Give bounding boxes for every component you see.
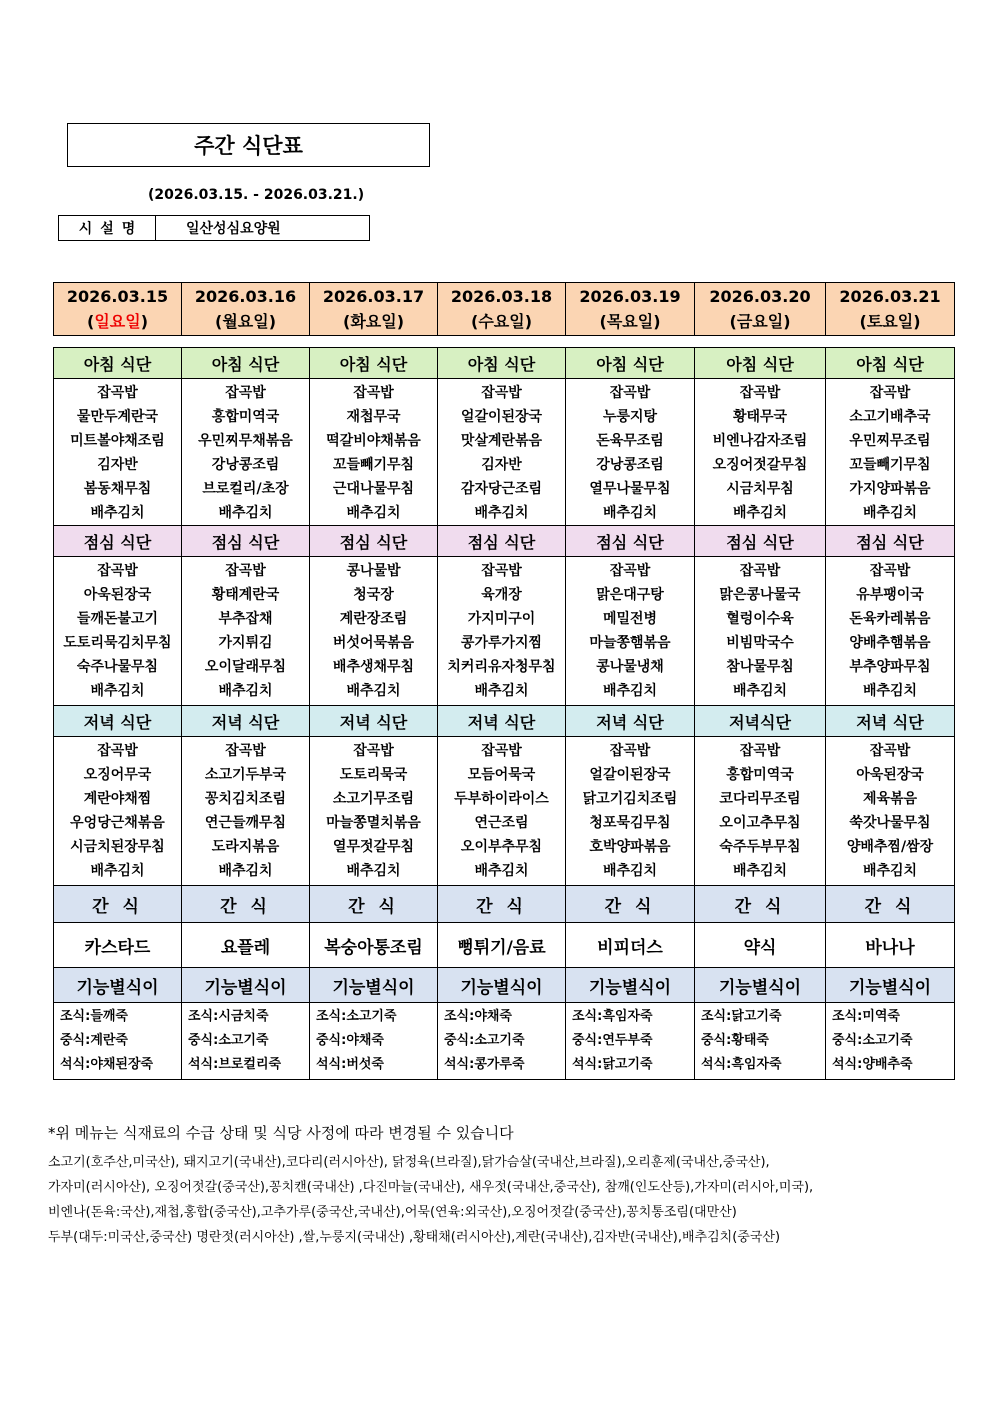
snack-cell: 요플레 [182,923,310,968]
menu-item: 숙주두부무침 [719,839,801,855]
menu-item: 가지튀김 [218,635,273,651]
menu-item: 잡곡밥 [97,743,138,759]
func-diet-item: 중식:야채죽 [316,1033,384,1048]
date-text: 2026.03.15 [66,287,169,306]
notice-text: *위 메뉴는 식재료의 수급 상태 및 식당 사정에 따라 변경될 수 있습니다 [48,1124,514,1142]
func-header-row [54,968,955,1003]
menu-item: 오징어무국 [83,767,152,783]
date-header-table [53,282,955,336]
menu-item: 콩나물밥 [346,563,401,579]
menu-item: 시금치된장무침 [70,839,165,855]
lunch-menu-row [54,557,955,706]
breakfast-header: 아침 식단 [826,348,955,379]
menu-item: 마늘쫑멸치볶음 [326,815,421,831]
breakfast-menu-row [54,379,955,526]
func-diet-item: 석식:콩가루죽 [444,1057,525,1072]
menu-item: 우민찌무조림 [849,433,931,449]
weekday-text: (수요일) [471,312,532,331]
page-title: 주간 식단표 [67,123,430,167]
lunch-menu-cell [438,557,566,706]
menu-item: 들깨돈불고기 [76,611,159,627]
func-diet-cell [310,1003,438,1080]
menu-item: 황태무국 [732,409,788,425]
snack-header: 간 식 [826,886,955,923]
dinner-menu-cell [695,737,826,886]
menu-item: 버섯어묵볶음 [332,635,415,651]
menu-item: 코다리무조림 [719,791,801,807]
menu-item: 미트볼야채조림 [70,433,165,449]
weekday-text: (일요일) [87,312,148,331]
menu-item: 참나물무침 [726,659,794,675]
date-text: 2026.03.17 [322,287,425,306]
func-diet-item: 중식:계란죽 [60,1033,128,1048]
menu-item: 잡곡밥 [97,385,138,401]
dinner-header: 저녁 식단 [310,706,438,737]
menu-item: 강낭콩조림 [596,457,664,473]
date-text: 2026.03.20 [709,287,811,306]
breakfast-menu-cell [695,379,826,526]
menu-item: 계란야채찜 [83,791,152,807]
menu-item: 소고기두부국 [204,767,287,783]
menu-item: 배추김치 [862,863,918,879]
menu-item: 오이달래무침 [204,659,287,675]
snack-header: 간 식 [182,886,310,923]
menu-item: 잡곡밥 [481,563,522,579]
breakfast-header: 아침 식단 [438,348,566,379]
menu-item: 부추양파무침 [849,659,931,675]
date-row [54,283,955,336]
lunch-menu-cell [695,557,826,706]
menu-item: 두부하이라이스 [454,791,549,807]
menu-item: 비빔막국수 [726,635,794,651]
menu-item: 연근들깨무침 [204,815,287,831]
menu-table [53,347,955,1080]
menu-item: 배추김치 [862,683,918,699]
menu-item: 혈렁이수육 [726,611,794,627]
facility-box [58,215,370,241]
menu-item: 부추잡채 [218,611,273,627]
breakfast-menu-cell [54,379,182,526]
snack-cell: 복숭아통조림 [310,923,438,968]
func-diet-item: 중식:소고기죽 [188,1033,269,1048]
menu-item: 잡곡밥 [869,385,911,401]
menu-item: 양배추찜/쌈장 [846,839,934,855]
menu-item: 홍합미역국 [211,409,280,425]
menu-item: 소고기배추국 [849,409,931,425]
menu-item: 배추김치 [90,863,145,879]
menu-item: 브로컬리/초장 [202,481,289,497]
menu-item: 가지미구이 [467,611,536,627]
date-text: 2026.03.21 [839,287,941,306]
weekday-label: 월요일 [222,312,269,331]
dinner-menu-cell [566,737,695,886]
menu-item: 누룽지탕 [602,409,658,425]
func-header: 기능별식이 [826,968,955,1003]
menu-item: 열무나물무침 [589,481,671,497]
menu-item: 돈육무조림 [596,433,664,449]
menu-item: 얼갈이된장국 [589,767,671,783]
menu-item: 제육볶음 [862,791,918,807]
menu-item: 맑은콩나물국 [719,587,801,603]
dinner-header: 저녁식단 [695,706,826,737]
menu-item: 배추김치 [474,505,529,521]
facility-label: 시설명 [59,216,156,240]
breakfast-menu-cell [566,379,695,526]
dinner-header: 저녁 식단 [826,706,955,737]
menu-item: 감자당근조림 [460,481,543,497]
func-header: 기능별식이 [54,968,182,1003]
breakfast-menu-cell [826,379,955,526]
breakfast-header: 아침 식단 [54,348,182,379]
menu-item: 김자반 [97,457,138,473]
origin-text: 비엔나(돈육:국산),재첩,홍합(중국산),고추가루(중국산,국내산),어묵(연육:외국산),오징어젓갈(중국산),꽁치통조림(대만산) [48,1205,737,1220]
dinner-header: 저녁 식단 [182,706,310,737]
menu-item: 도토리묵국 [339,767,408,783]
menu-item: 황태계란국 [211,587,280,603]
menu-item: 잡곡밥 [353,385,394,401]
lunch-header-row [54,526,955,557]
func-diet-item: 중식:소고기죽 [832,1033,913,1048]
menu-item: 배추김치 [346,505,401,521]
menu-item: 배추김치 [474,683,529,699]
lunch-menu-cell [54,557,182,706]
menu-item: 홍합미역국 [726,767,794,783]
menu-item: 잡곡밥 [225,563,266,579]
menu-item: 배추김치 [602,863,658,879]
menu-item: 배추김치 [346,683,401,699]
func-diet-item: 석식:브로컬리죽 [188,1057,282,1072]
menu-item: 치커리유자청무침 [447,659,556,675]
snack-cell: 바나나 [826,923,955,968]
menu-item: 꼬들빼기무침 [332,457,415,473]
lunch-menu-cell [310,557,438,706]
menu-item: 유부팽이국 [856,587,924,603]
dinner-header: 저녁 식단 [566,706,695,737]
menu-item: 맑은대구탕 [596,587,664,603]
origin-text: 두부(대두:미국산,중국산) 명란젓(러시아산) ,쌀,누룽지(국내산) ,황태채(러시아산),계란(국내산),김자반(국내산),배추김치(중국산) [48,1230,781,1245]
menu-item: 아욱된장국 [856,767,924,783]
menu-item: 콩가루가지찜 [460,635,543,651]
menu-item: 배추김치 [602,505,658,521]
weekday-text: (월요일) [215,312,276,331]
snack-header: 간 식 [438,886,566,923]
menu-item: 청국장 [353,587,394,603]
menu-item: 맛살계란볶음 [460,433,543,449]
weekday-text: (금요일) [729,312,791,331]
menu-item: 우엉당근채볶음 [70,815,165,831]
snack-header: 간 식 [310,886,438,923]
date-cell [438,283,566,336]
breakfast-menu-cell [310,379,438,526]
breakfast-header: 아침 식단 [566,348,695,379]
func-diet-item: 중식:연두부죽 [572,1033,653,1048]
func-diet-cell [438,1003,566,1080]
lunch-header: 점심 식단 [566,526,695,557]
lunch-menu-cell [566,557,695,706]
func-diet-item: 석식:흑임자죽 [701,1057,782,1072]
snack-row [54,923,955,968]
func-diet-cell [695,1003,826,1080]
menu-item: 양배추햄볶음 [849,635,931,651]
menu-item: 비엔나감자조림 [712,433,808,449]
date-cell [310,283,438,336]
func-diet-item: 석식:버섯죽 [316,1057,384,1072]
func-header: 기능별식이 [182,968,310,1003]
menu-item: 떡갈비야채볶음 [326,433,421,449]
menu-item: 잡곡밥 [739,563,781,579]
breakfast-header: 아침 식단 [182,348,310,379]
func-diet-item: 중식:황태죽 [701,1033,769,1048]
menu-item: 아욱된장국 [83,587,152,603]
snack-cell: 뻥튀기/음료 [438,923,566,968]
func-diet-cell [566,1003,695,1080]
date-cell [182,283,310,336]
breakfast-menu-cell [182,379,310,526]
menu-item: 잡곡밥 [739,743,781,759]
menu-item: 오이고추무침 [719,815,801,831]
breakfast-header: 아침 식단 [695,348,826,379]
date-text: 2026.03.19 [579,287,681,306]
lunch-header: 점심 식단 [695,526,826,557]
func-diet-item: 조식:미역죽 [832,1009,900,1024]
menu-item: 잡곡밥 [869,743,911,759]
func-diet-item: 조식:야채죽 [444,1009,512,1024]
menu-item: 소고기무조림 [332,791,415,807]
func-diet-item: 조식:시금치죽 [188,1009,269,1024]
date-cell [826,283,955,336]
menu-item: 꽁치김치조림 [204,791,287,807]
dinner-menu-cell [438,737,566,886]
snack-header: 간 식 [566,886,695,923]
menu-item: 봄동채무침 [83,481,152,497]
func-diet-item: 조식:닭고기죽 [701,1009,782,1024]
dinner-header: 저녁 식단 [54,706,182,737]
menu-item: 도라지볶음 [211,839,280,855]
dinner-menu-cell [310,737,438,886]
date-cell [54,283,182,336]
weekday-label: 수요일 [478,312,525,331]
menu-item: 잡곡밥 [97,563,138,579]
weekday-label: 목요일 [606,312,654,331]
menu-item: 잡곡밥 [739,385,781,401]
weekday-text: (목요일) [599,312,661,331]
menu-item: 배추김치 [90,683,145,699]
date-cell [566,283,695,336]
menu-item: 잡곡밥 [609,743,651,759]
weekday-label: 금요일 [736,312,784,331]
menu-item: 청포묵김무침 [589,815,671,831]
menu-item: 숙주나물무침 [76,659,159,675]
menu-item: 우민찌무채볶음 [198,433,293,449]
menu-item: 배추김치 [346,863,401,879]
menu-item: 연근조림 [474,815,529,831]
func-diet-item: 석식:양배추죽 [832,1057,913,1072]
menu-item: 시금치무침 [726,481,794,497]
menu-item: 잡곡밥 [225,385,266,401]
lunch-header: 점심 식단 [310,526,438,557]
func-header: 기능별식이 [695,968,826,1003]
menu-item: 오징어젓갈무침 [712,457,808,473]
func-diet-item: 조식:흑임자죽 [572,1009,653,1024]
origin-text: 가자미(러시아산), 오징어젓갈(중국산),꽁치캔(국내산) ,다진마늘(국내산), 새우젓(국내산,중국산), 참깨(인도산등),가자미(러시아,미국), [48,1180,814,1195]
func-diet-row [54,1003,955,1080]
lunch-header: 점심 식단 [182,526,310,557]
menu-item: 강낭콩조림 [211,457,280,473]
menu-item: 근대나물무침 [332,481,415,497]
func-diet-item: 석식:닭고기죽 [572,1057,653,1072]
snack-cell: 약식 [695,923,826,968]
menu-item: 재첩무국 [346,409,401,425]
menu-item: 쑥갓나물무침 [849,815,931,831]
menu-item: 모듬어묵국 [467,767,536,783]
func-diet-item: 조식:소고기죽 [316,1009,397,1024]
dinner-header-row [54,706,955,737]
menu-item: 배추김치 [218,683,273,699]
menu-item: 꼬들빼기무침 [849,457,931,473]
dinner-header: 저녁 식단 [438,706,566,737]
menu-item: 잡곡밥 [481,385,522,401]
func-diet-cell [826,1003,955,1080]
menu-item: 닭고기김치조림 [582,791,678,807]
func-header: 기능별식이 [310,968,438,1003]
breakfast-header-row [54,348,955,379]
dinner-menu-cell [826,737,955,886]
dinner-menu-row [54,737,955,886]
menu-item: 잡곡밥 [609,563,651,579]
lunch-header: 점심 식단 [54,526,182,557]
func-diet-cell [182,1003,310,1080]
menu-item: 마늘쫑햄볶음 [589,635,671,651]
menu-item: 배추김치 [732,505,788,521]
menu-item: 잡곡밥 [225,743,266,759]
breakfast-menu-cell [438,379,566,526]
menu-item: 열무젓갈무침 [332,839,415,855]
weekday-label: 화요일 [350,312,397,331]
menu-item: 배추김치 [218,505,273,521]
menu-item: 육개장 [481,587,522,603]
origin-text: 소고기(호주산,미국산), 돼지고기(국내산),코다리(러시아산), 닭정육(브라질),닭가슴살(국내산,브라질),오리훈제(국내산,중국산), [48,1155,770,1170]
menu-item: 메밀전병 [602,611,658,627]
menu-item: 배추김치 [474,863,529,879]
menu-item: 얼갈이된장국 [460,409,543,425]
date-text: 2026.03.18 [450,287,553,306]
func-header: 기능별식이 [438,968,566,1003]
snack-cell: 비피더스 [566,923,695,968]
menu-item: 잡곡밥 [481,743,522,759]
weekday-text: (화요일) [343,312,404,331]
menu-item: 잡곡밥 [869,563,911,579]
snack-header-row [54,886,955,923]
dinner-menu-cell [182,737,310,886]
menu-item: 배추김치 [862,505,918,521]
menu-item: 오이부추무침 [460,839,543,855]
facility-name: 일산성심요양원 [186,221,281,237]
menu-item: 배추생채무침 [332,659,415,675]
weekday-text: (토요일) [859,312,921,331]
menu-item: 돈육카레볶음 [849,611,931,627]
lunch-header: 점심 식단 [826,526,955,557]
snack-header: 간 식 [54,886,182,923]
menu-item: 김자반 [481,457,522,473]
menu-item: 배추김치 [602,683,658,699]
func-diet-item: 석식:야채된장죽 [60,1057,154,1072]
func-diet-cell [54,1003,182,1080]
func-diet-item: 중식:소고기죽 [444,1033,525,1048]
menu-item: 호박양파볶음 [589,839,671,855]
breakfast-header: 아침 식단 [310,348,438,379]
menu-item: 배추김치 [732,683,788,699]
date-text: 2026.03.16 [194,287,297,306]
snack-header: 간 식 [695,886,826,923]
menu-item: 도토리묵김치무침 [63,635,172,651]
date-cell [695,283,826,336]
dinner-menu-cell [54,737,182,886]
weekday-label: 일요일 [94,312,141,331]
menu-item: 배추김치 [90,505,145,521]
menu-period: (2026.03.15. - 2026.03.21.) [148,187,365,203]
func-header: 기능별식이 [566,968,695,1003]
lunch-menu-cell [182,557,310,706]
func-diet-item: 조식:들깨죽 [60,1009,128,1024]
menu-item: 잡곡밥 [609,385,651,401]
weekday-label: 토요일 [866,312,914,331]
lunch-menu-cell [826,557,955,706]
snack-cell: 카스타드 [54,923,182,968]
menu-item: 계란장조림 [339,611,408,627]
menu-item: 배추김치 [218,863,273,879]
menu-item: 가지양파볶음 [849,481,931,497]
lunch-header: 점심 식단 [438,526,566,557]
menu-item: 잡곡밥 [353,743,394,759]
menu-item: 배추김치 [732,863,788,879]
menu-item: 물만두계란국 [76,409,159,425]
menu-item: 콩나물냉채 [596,659,664,675]
